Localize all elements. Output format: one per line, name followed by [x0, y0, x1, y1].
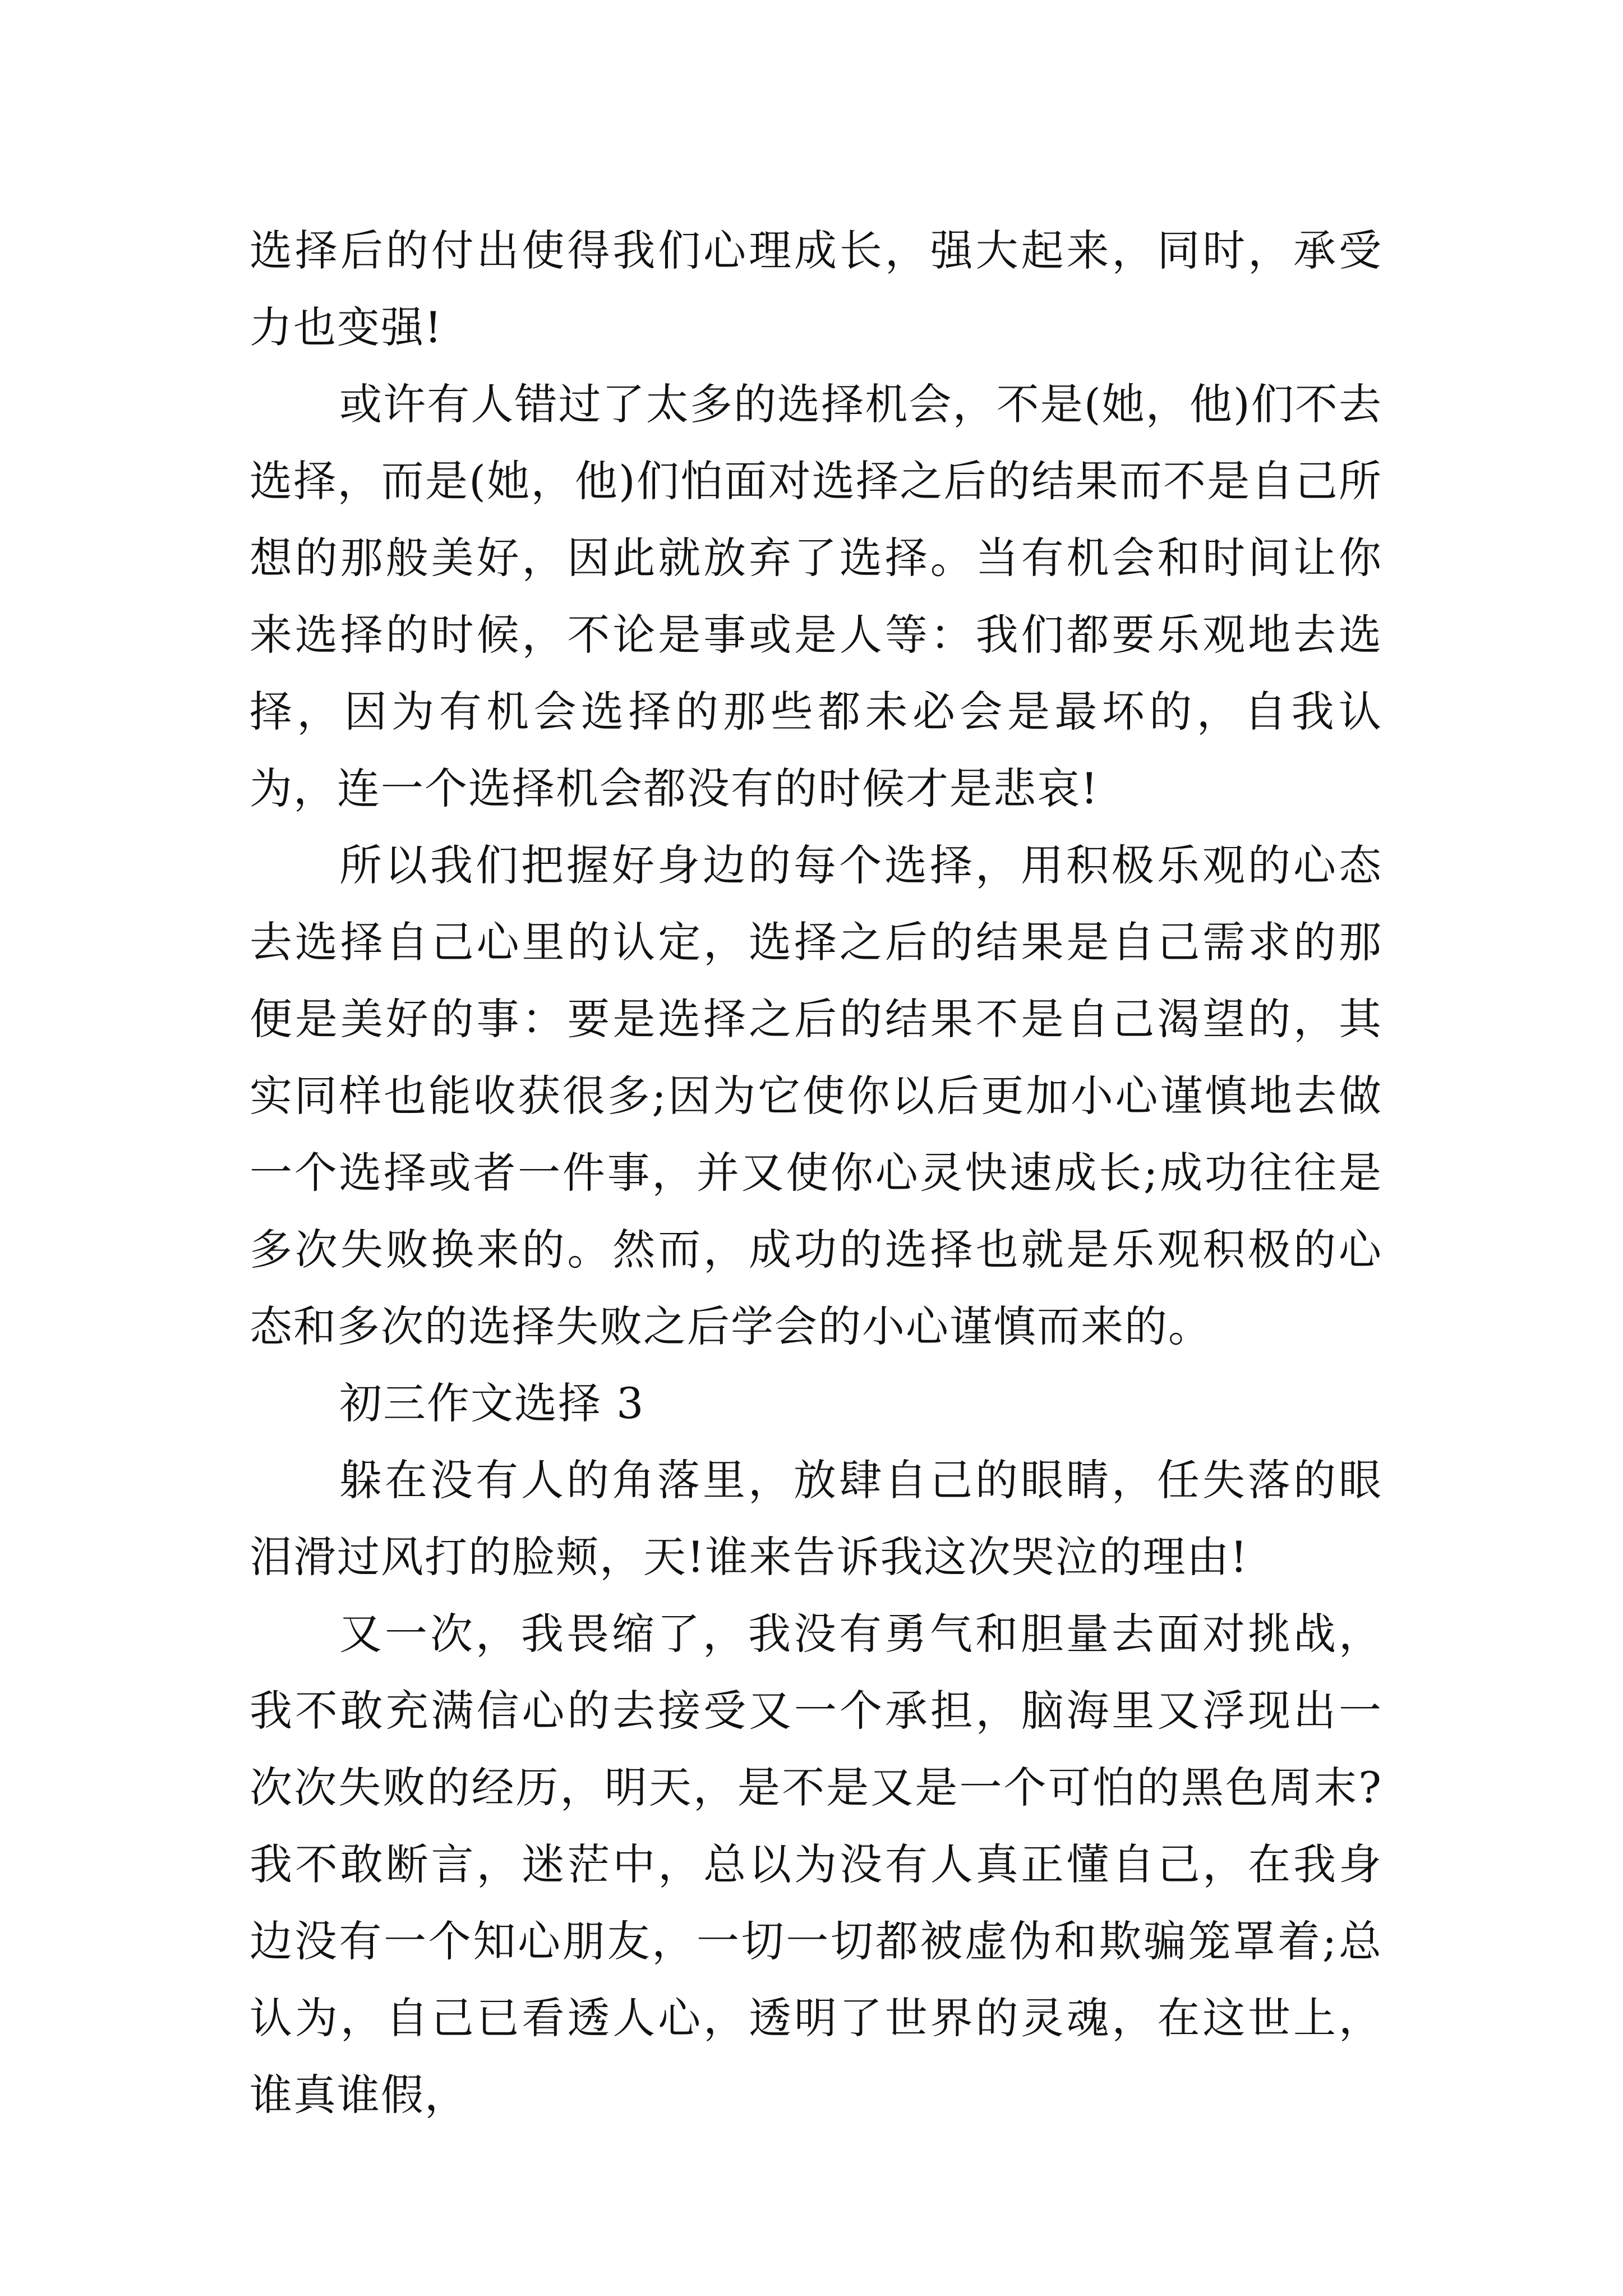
- paragraph: 所以我们把握好身边的每个选择，用积极乐观的心态去选择自己心里的认定，选择之后的结果是自己需求的那便是美好的事：要是选择之后的结果不是自己渴望的，其实同样也能收获很多;因为它使你以后更加小心谨慎地去做一个选择或者一件事，并又使你心灵快速成长;成功往往是多次失败换来的。然而，成功的选择也就是乐观积极的心态和多次的选择失败之后学会的小心谨慎而来的。: [250, 840, 1382, 1351]
- paragraph: 又一次，我畏缩了，我没有勇气和胆量去面对挑战，我不敢充满信心的去接受又一个承担，脑海里又浮现出一次次失败的经历，明天，是不是又是一个可怕的黑色周末?我不敢断言，迷茫中，总以为没有人真正懂自己，在我身边没有一个知心朋友，一切一切都被虚伪和欺骗笼罩着;总认为，自己已看透人心，透明了世界的灵魂，在这世上，谁真谁假，: [250, 1609, 1382, 2120]
- paragraph: 选择后的付出使得我们心理成长，强大起来，同时，承受力也变强!: [250, 226, 1382, 352]
- document-body: [250, 212, 1382, 2133]
- paragraph: 躲在没有人的角落里，放肆自己的眼睛，任失落的眼泪滑过风打的脸颊，天!谁来告诉我这次哭泣的理由!: [250, 1455, 1382, 1582]
- section-heading: 初三作文选择 3: [339, 1378, 645, 1428]
- paragraph: 或许有人错过了太多的选择机会，不是(她，他)们不去选择，而是(她，他)们怕面对选择之后的结果而不是自己所想的那般美好，因此就放弃了选择。当有机会和时间让你来选择的时候，不论是事或是人等：我们都要乐观地去选择，因为有机会选择的那些都未必会是最坏的，自我认为，连一个选择机会都没有的时候才是悲哀!: [250, 379, 1382, 813]
